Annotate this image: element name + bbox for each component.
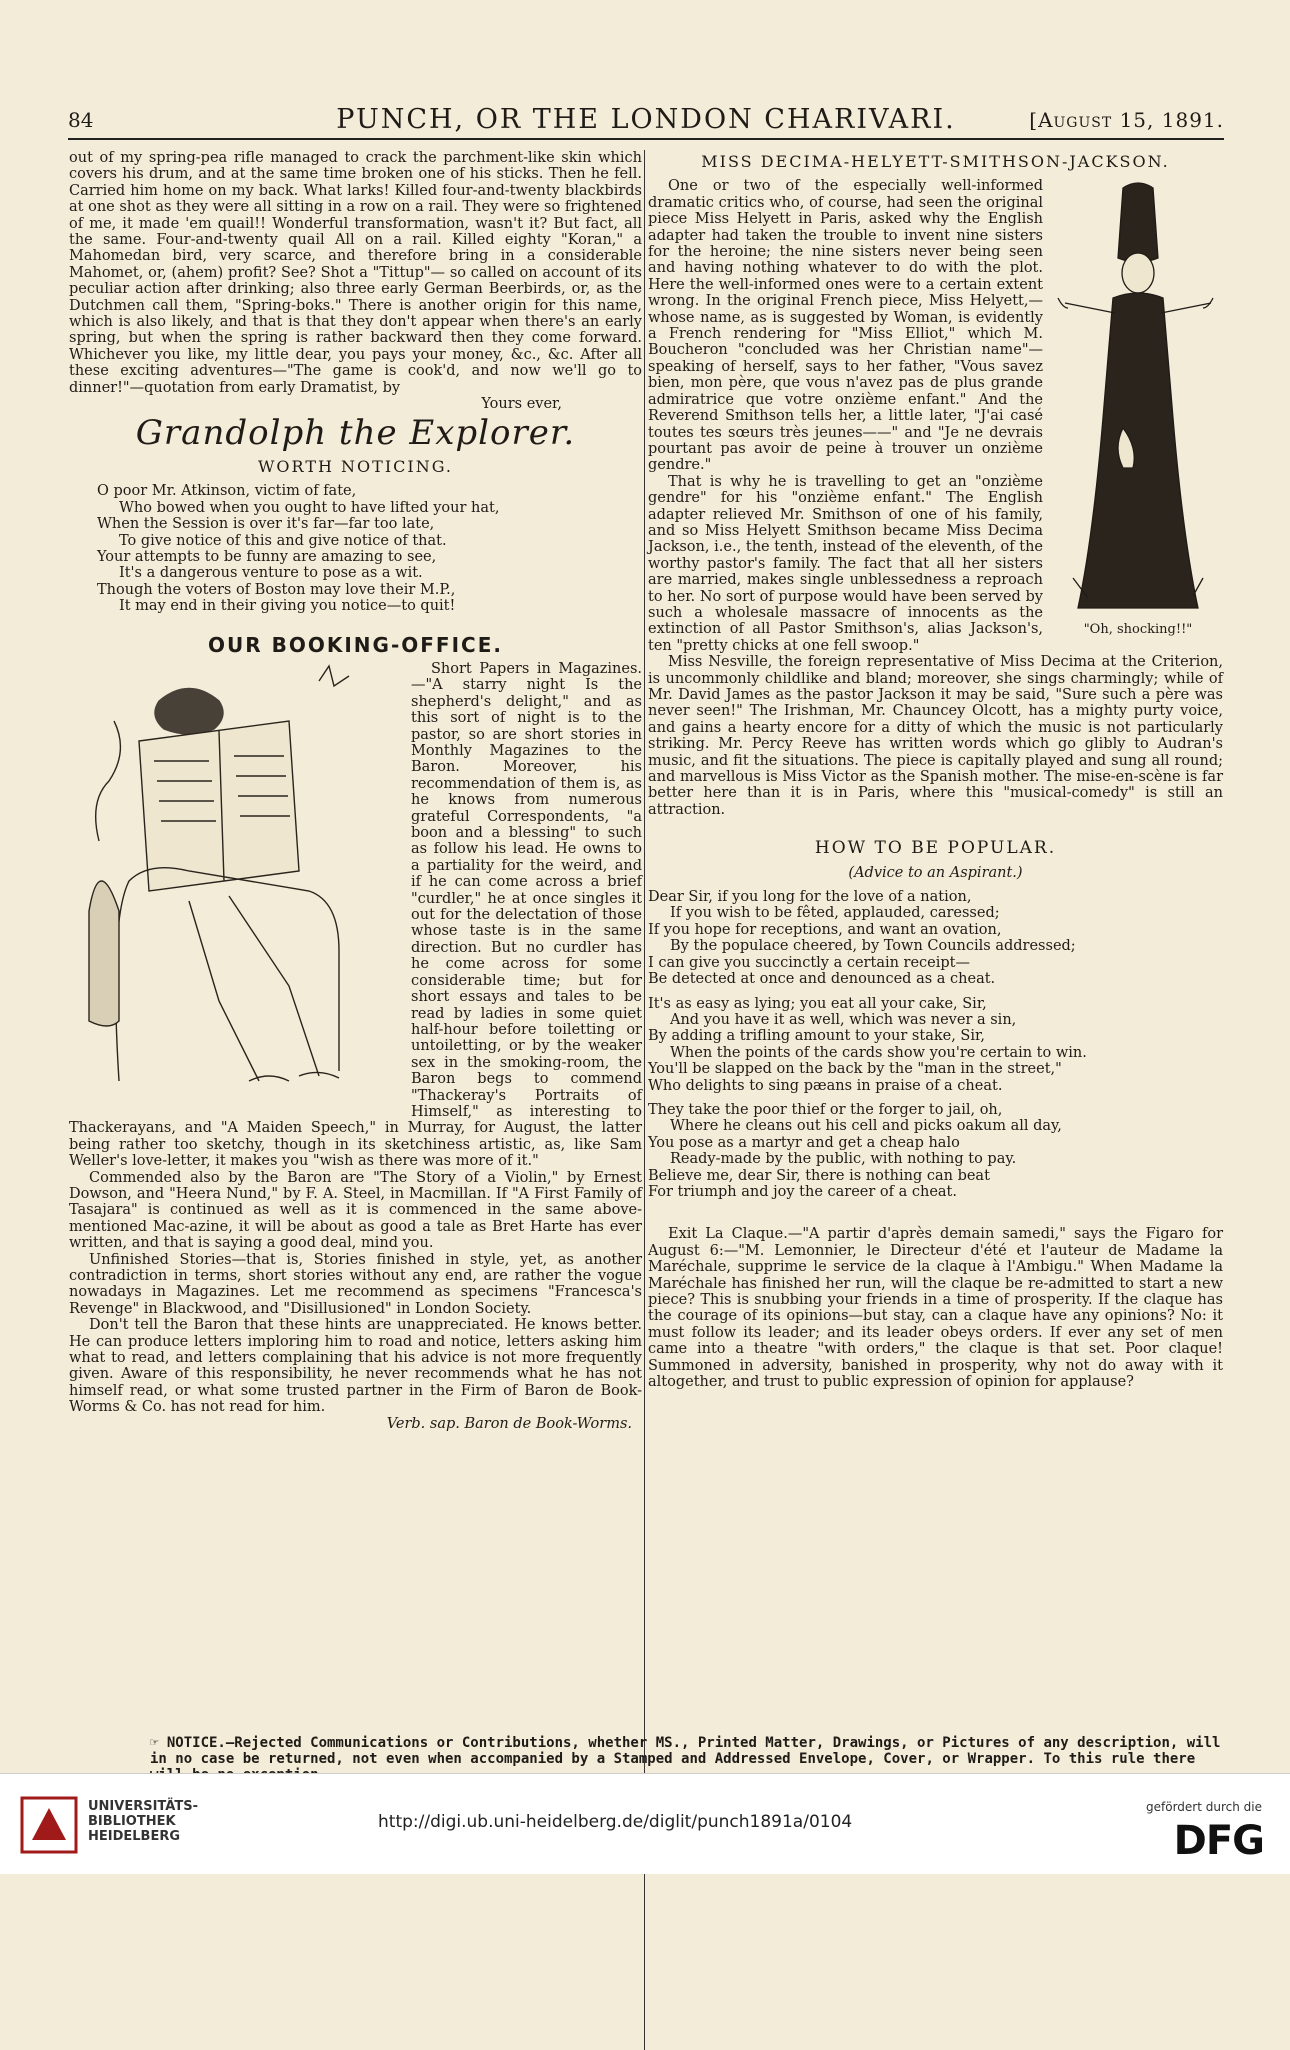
page-number: 84 <box>68 108 94 132</box>
poem-line: To give notice of this and give notice of that. <box>119 532 447 549</box>
poem-line: By the populace cheered, by Town Councils addressed; <box>670 938 1076 955</box>
decima-paragraph: That is why he is travelling to get an "onzième gendre" for his "onzième enfant." The English adapter relieved Mr. Smithson of one of his family, and so Miss Helyett Smithson became Miss Decima Jackson, i.e., the tenth, instead of the eleventh, of the worthy pastor's family. The fact that all her sisters are married, makes single unblessedness a reproach to her. No sort of purpose would have been served by such a wholesale massacre of innocents as the extinction of all Pastor Smithson's, alias Jackson's, ten "pretty chicks at one fell swoop." <box>648 473 1043 654</box>
poem-line: Who delights to sing pæans in praise of a cheat. <box>648 1077 1003 1094</box>
decima-article-title: MISS DECIMA-HELYETT-SMITHSON-JACKSON. <box>701 152 1170 171</box>
left-column <box>69 150 642 1432</box>
digitization-footer <box>0 1773 1290 1874</box>
masthead-title: PUNCH, OR THE LONDON CHARIVARI. <box>336 104 956 135</box>
lady-figure-drawing <box>1053 178 1223 618</box>
letter-continuation: out of my spring-pea rifle managed to crack the parchment-like skin which covers his drum, and at the same time broken one of his sticks. Then he fell. Carried him home on my back. What larks! Killed four-and-twenty blackbirds at one shot as they were all sitting in a row on a rail. They were so frightened of me, it made 'em quail!! Wonderful transformation, wasn't it? But fact, all the same. Four-and-twenty quail All on a rail. Killed eighty "Koran," a Mahomedan bird, very scarce, and therefore bring in a considerable Mahomet, or, (ahem) profit? See? Shot a "Tittup"— so called on account of its peculiar action after drinking; also three early German Beerbirds, or, as the Dutchmen call them, "Spring-boks." There is another origin for this name, which is also likely, and that is that they don't appear when there's an early spring, but when the spring is rather backward then they come forward. Whichever you like, my little dear, you pays your money, &c., &c. After all these exciting adventures—"The game is cook'd, and now we'll go to dinner!"—quotation from early Dramatist, by <box>69 150 642 396</box>
miss-decima-illustration <box>1053 178 1223 638</box>
university-library-logo-icon <box>20 1796 78 1854</box>
poem-line: It's as easy as lying; you eat all your cake, Sir, <box>648 995 987 1012</box>
poem-line: When the Session is over it's far—far too late, <box>97 516 435 533</box>
handwritten-signature: Grandolph the Explorer. <box>135 412 576 453</box>
reader-drawing <box>69 661 399 1111</box>
poem-line: If you wish to be fêted, applauded, caressed; <box>670 905 1000 922</box>
booking-office-title: OUR BOOKING-OFFICE. <box>208 632 503 657</box>
decima-paragraph: One or two of the especially well-informed dramatic critics who, of course, had seen the original piece Miss Helyett in Paris, asked why the English adapter had taken the trouble to invent nine sisters for the heroine; the nine sisters never being seen and having nothing whatever to do with the plot. Here the well-informed ones were to a certain extent wrong. In the original French piece, Miss Helyett,—whose name, as is suggested by Woman, is evidently a French rendering for "Miss Elliot," which M. Boucheron "concluded was her Christian name"— speaking of herself, says to her father, "Vous savez bien, mon père, que vous n'avez pas de plus grande admiratrice que votre onzième enfant." And the Reverend Smithson tells her, a little later, "J'ai casé toutes tes sœurs très jeunes——" and "Je ne devrais pourtant pas avoir de peine à trouver un onzième gendre." <box>648 178 1043 474</box>
library-line: UNIVERSITÄTS- <box>88 1799 198 1814</box>
how-to-be-popular-title: HOW TO BE POPULAR. <box>814 838 1057 859</box>
poem-line: And you have it as well, which was never a sin, <box>670 1011 1017 1028</box>
popular-stanza-2 <box>648 996 1223 1094</box>
letter-closing: Yours ever, <box>481 396 562 413</box>
library-name <box>88 1799 198 1844</box>
worth-noticing-title: WORTH NOTICING. <box>257 456 453 476</box>
permalink-url[interactable]: http://digi.ub.uni-heidelberg.de/diglit/punch1891a/0104 <box>378 1812 853 1832</box>
booking-office-signature: Verb. sap. Baron de Book-Worms. <box>386 1415 632 1432</box>
poem-line: I can give you succinctly a certain receipt— <box>648 954 971 971</box>
poem-line: Be detected at once and denounced as a cheat. <box>648 971 996 988</box>
popular-stanza-3 <box>648 1102 1223 1200</box>
poem-line: When the points of the cards show you're certain to win. <box>670 1044 1087 1061</box>
illustration-caption: "Oh, shocking!!" <box>1083 622 1193 637</box>
baron-reading-illustration <box>69 661 399 1111</box>
popular-stanza-1 <box>648 889 1223 987</box>
poem-line: Dear Sir, if you long for the love of a nation, <box>648 889 972 906</box>
poem-line: Who bowed when you ought to have lifted your hat, <box>119 499 500 516</box>
library-line: HEIDELBERG <box>88 1829 181 1844</box>
booking-office-paragraph: Don't tell the Baron that these hints are unappreciated. He knows better. He can produce letters imploring him to road and notice, letters asking him what to read, and letters complaining that his advice is not more frequently given. Aware of this responsibility, he never recommends what he has not himself read, or what some trusted partner in the Firm of Baron de Book-Worms & Co. has not read for him. <box>69 1317 642 1416</box>
worth-noticing-poem <box>97 483 642 614</box>
poem-line: Your attempts to be funny are amazing to see, <box>97 548 437 565</box>
poem-line: They take the poor thief or the forger to jail, oh, <box>648 1101 1003 1118</box>
poem-line: Believe me, dear Sir, there is nothing can beat <box>648 1167 990 1184</box>
page-header <box>68 104 1224 140</box>
booking-office-paragraph: Commended also by the Baron are "The Story of a Violin," by Ernest Dowson, and "Heera Nund," by F. A. Steel, in Macmillan. If "A First Family of Tasajara" is continued as well as it is commenced in the same above-mentioned Mac-azine, it will be about as good a tale as Bret Harte has ever written, and that is saying a good deal, mind you. <box>69 1169 642 1252</box>
decima-paragraph: Miss Nesville, the foreign representative of Miss Decima at the Criterion, is uncommonly childlike and bland; moreover, she sings charmingly; while of Mr. David James as the pastor Jackson it may be said, "Sure such a père was never seen!" The Irishman, Mr. Chauncey Olcott, has a mighty purty voice, and gains a hearty encore for a ditty of which the music is not particularly striking. Mr. Percy Reeve has written words which go glibly to Audran's music, and fit the situations. The piece is capitally played and sung all round; and marvellous is Miss Victor as the Spanish mother. The mise-en-scène is far better here than it is in Paris, where this "musical-comedy" is still an attraction. <box>648 654 1223 818</box>
exit-la-claque-paragraph: Exit La Claque.—"A partir d'après demain samedi," says the Figaro for August 6:—"M. Lemonnier, le Directeur d'été et l'auteur de Madame la Maréchale, supprime le service de la claque à l'Ambigu." When Madame la Maréchale has finished her run, will the claque be re-admitted to start a new piece? This is snubbing your friends in a time of prosperity. If the claque has the courage of its opinions—but stay, can a claque have any opinions? No: it must follow its leader; and its leader obeys orders. If ever any set of men came into a theatre "with orders," the claque is that set. Poor claque! Summoned in adversity, banished in prosperity, why not do away with it altogether, and trust to public expression of opinion for applause? <box>648 1226 1223 1391</box>
poem-line: O poor Mr. Atkinson, victim of fate, <box>97 483 357 500</box>
poem-line: By adding a trifling amount to your stake, Sir, <box>648 1028 985 1045</box>
poem-line: It may end in their giving you notice—to quit! <box>119 598 456 615</box>
right-column <box>648 150 1223 1390</box>
library-line: BIBLIOTHEK <box>88 1814 176 1829</box>
booking-office-paragraph: Short Papers in Magazines.—"A starry night Is the shepherd's delight," and as this sort of night is to the pastor, so are short stories in Monthly Magazines to the Baron. Moreover, his recommendation of them is, as he knows from numerous grateful Correspondents, "a boon and a blessing" to such as follow his lead. He owns to a partiality for the weird, and if he can come across a brief "curdler," he at once singles it out for the delectation of those whose taste is in the same direction. But no curdler has he come across for some considerable time; but for short essays and tales to be read by ladies in some quiet half-hour before toiletting or untoiletting, or by the weaker sex in the smoking-room, the Baron begs to commend "Thackeray's Portraits of Himself," as interesting to Thackerayans, and "A Maiden Speech," in Murray, for August, the latter being rather too sketchy, though in its sketchiness artistic, as, like Sam Weller's love-letter, it makes you "wish as there was more of it." <box>69 660 642 1170</box>
poem-line: You'll be slapped on the back by the "man in the street," <box>648 1061 1062 1078</box>
poem-line: Though the voters of Boston may love their M.P., <box>97 581 456 598</box>
poem-line: You pose as a martyr and get a cheap halo <box>648 1134 960 1151</box>
booking-office-paragraph: Unfinished Stories—that is, Stories finished in style, yet, as another contradiction in terms, short stories without any end, are rather the vogue nowadays in Magazines. Let me recommend as specimens "Francesca's Revenge" in Blackwood, and "Disillusioned" in London Society. <box>69 1251 642 1317</box>
how-to-be-popular-subtitle: (Advice to an Aspirant.) <box>848 864 1023 881</box>
poem-line: Where he cleans out his cell and picks oakum all day, <box>670 1118 1062 1135</box>
poem-line: For triumph and joy the career of a cheat. <box>648 1183 957 1200</box>
poem-line: It's a dangerous venture to pose as a wit. <box>119 565 423 582</box>
dfg-logo: DFG <box>1173 1818 1264 1864</box>
editorial-notice: ☞ NOTICE.—Rejected Communications or Contributions, whether MS., Printed Matter, Drawings, or Pictures of any description, will in no case be returned, not even when accompanied by a Stamped and Addressed Envelope, Cover, or Wrapper. To this rule there <box>150 1735 1221 1767</box>
poem-line: If you hope for receptions, and want an ovation, <box>648 921 1002 938</box>
poem-line: Ready-made by the public, with nothing to pay. <box>670 1151 1017 1168</box>
issue-date: [August 15, 1891. <box>1029 108 1224 132</box>
funding-note: gefördert durch die <box>1146 1800 1262 1814</box>
